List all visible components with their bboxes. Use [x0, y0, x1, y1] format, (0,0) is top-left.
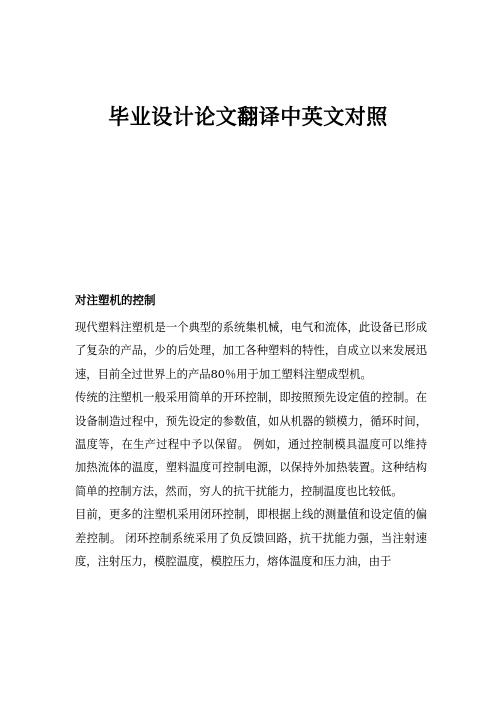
paragraph-1: 现代塑料注塑机是一个典型的系统集机械，电气和流体，此设备已形成了复杂的产品，少的后处理，加工各种塑料的特性，自成立以来发展迅速，目前全过世界上的产品80％用于加工塑料注塑成型机。 [75, 321, 427, 381]
paragraph-3: 目前，更多的注塑机采用闭环控制，即根据上线的测量值和设定值的偏差控制。 闭环控制系统采用了负反馈回路，抗干扰能力强，当注射速度，注射压力，模腔温度，模腔压力，熔体温度和压力油，由于 [75, 508, 427, 569]
section-heading: 对注塑机的控制 [75, 293, 156, 307]
document-body [75, 316, 427, 573]
paragraph-2: 传统的注塑机一般采用简单的开环控制，即按照预先设定值的控制。在设备制造过程中，预先设定的参数值，如从机器的锁模力，循环时间，温度等，在生产过程中予以保留。 例如，通过控制模具温度可以维持加热流体的温度，塑料温度可控制电源，以保持外加热装置。这种结构简单的控制方法，然而，穷人的抗干扰能力，控制温度也比较低。 [75, 391, 427, 498]
document-title: 毕业设计论文翻译中英文对照 [108, 105, 388, 129]
